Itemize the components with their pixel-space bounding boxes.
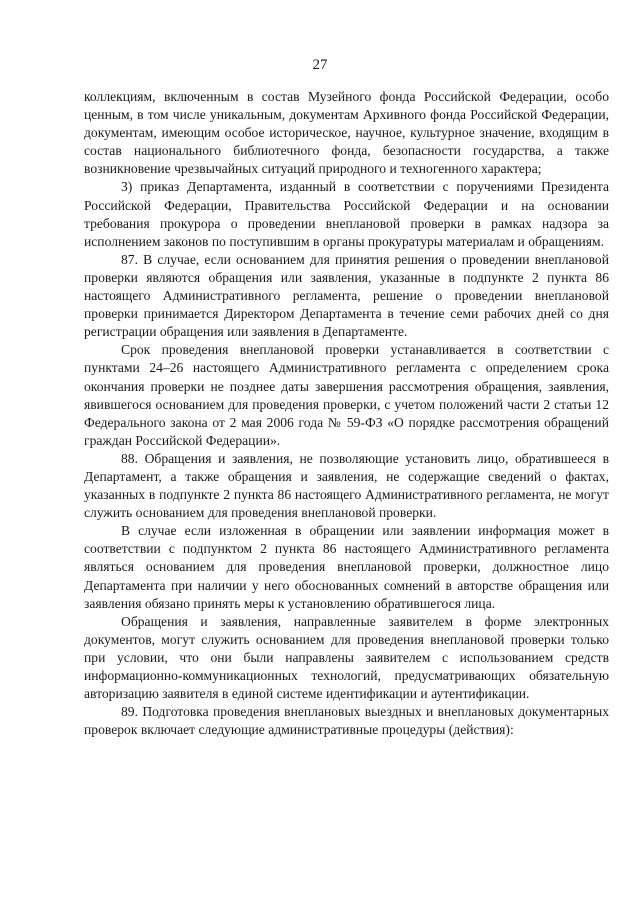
paragraph-author-doubt: В случае если изложенная в обращении или заявлении информация может в соответствии с подпунктом 2 пункта 86 настоящего Административного регламента являться основанием для проведения внеплановой проверки, должностное лицо Департамента при наличии у него обоснованных сомнений в авторстве обращения или заявления обязано принять меры к установлению обратившегося лица.: [84, 523, 609, 611]
paragraph-item-3: 3) приказ Департамента, изданный в соответствии с поручениями Президента Российской Федерации, Правительства Российской Федерации и на основании требования прокурора о проведении внеплановой проверки в рамках надзора за исполнением законов по поступившим в органы прокуратуры материалам и обращениям.: [84, 179, 609, 249]
paragraph-inspection-term: Срок проведения внеплановой проверки устанавливается в соответствии с пунктами 24–26 настоящего Административного регламента с определением срока окончания проверки не позднее даты завершения рассмотрения обращения, заявления, явившегося основанием для проведения проверки, с учетом положений части 2 статьи 12 Федерального закона от 2 мая 2006 года № 59-ФЗ «О порядке рассмотрения обращений граждан Российской Федерации».: [84, 342, 609, 448]
paragraph-continuation: коллекциям, включенным в состав Музейного фонда Российской Федерации, особо ценным, в том числе уникальным, документам Архивного фонда Российской Федерации, документам, имеющим особое историческое, научное, культурное значение, входящим в состав национального библиотечного фонда, безопасности государства, а также возникновение чрезвычайных ситуаций природного и техногенного характера;: [84, 89, 609, 177]
paragraph-section-88: 88. Обращения и заявления, не позволяющие установить лицо, обратившееся в Департамент, а также обращения и заявления, не содержащие сведений о фактах, указанных в подпункте 2 пункта 86 настоящего Административного регламента, не могут служить основанием для проведения внеплановой проверки.: [84, 450, 609, 521]
paragraph-section-89: 89. Подготовка проведения внеплановых выездных и внеплановых документарных проверок включает следующие административные процедуры (действия):: [84, 704, 609, 738]
paragraph-section-87: 87. В случае, если основанием для принятия решения о проведении внеплановой проверки являются обращения или заявления, указанные в подпункте 2 пункта 86 настоящего Административного регламента, решение о проведении внеплановой проверки принимается Директором Департамента в течение семи рабочих дней со дня регистрации обращения или заявления в Департаменте.: [84, 251, 609, 340]
paragraph-electronic-documents: Обращения и заявления, направленные заявителем в форме электронных документов, могут служить основанием для проведения внеплановой проверки только при условии, что они были направлены заявителем с использованием средств информационно-коммуникационных технологий, предусматривающих обязательную авторизацию заявителя в единой системе идентификации и аутентификации.: [84, 613, 609, 702]
document-body: [84, 88, 609, 739]
page-number: 27: [312, 57, 328, 73]
